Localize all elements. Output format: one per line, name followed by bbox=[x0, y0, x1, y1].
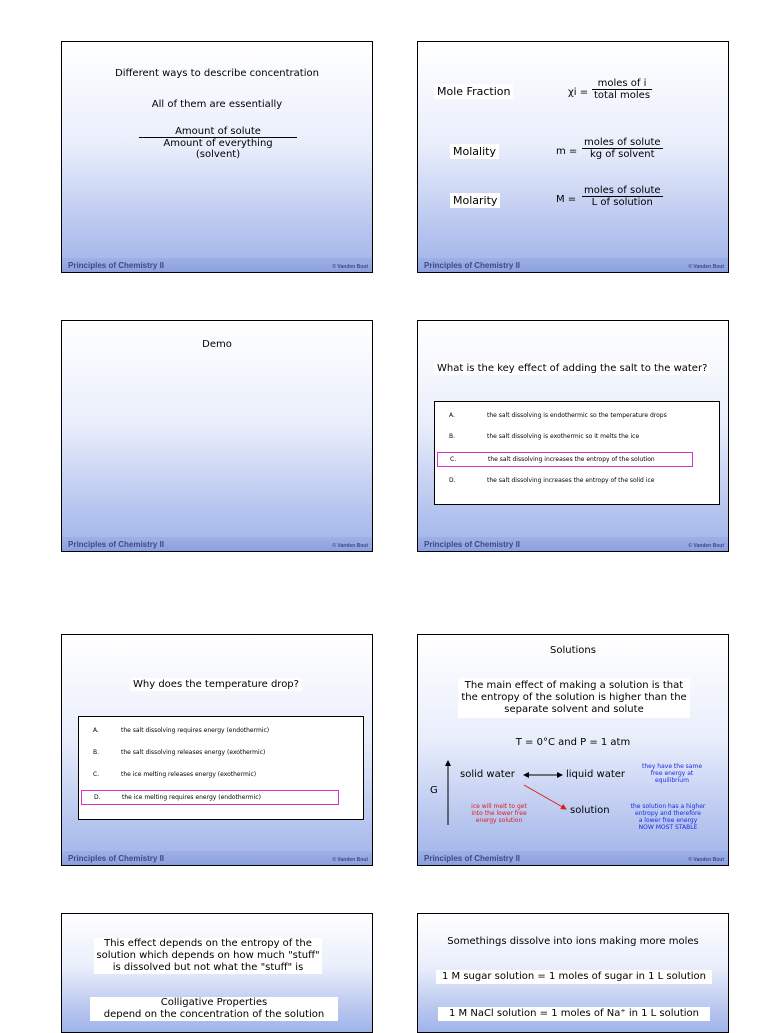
molarity-symbol: M = bbox=[556, 194, 577, 205]
mole-fraction-symbol: χi = bbox=[568, 87, 589, 98]
slide-footer bbox=[62, 537, 372, 551]
footer-course: Principles of Chemistry II bbox=[424, 540, 521, 549]
footer-credit: © Vanden Bout bbox=[332, 264, 368, 270]
option-text: the salt dissolving requires energy (endothermic) bbox=[121, 727, 270, 734]
footer-credit: © Vanden Bout bbox=[332, 543, 368, 549]
note-line: they have the same bbox=[641, 763, 703, 770]
option-text: the salt dissolving releases energy (exothermic) bbox=[121, 749, 266, 756]
ice-melt-note bbox=[462, 803, 536, 824]
molarity-label: Molarity bbox=[450, 193, 500, 208]
slide-concentration-units bbox=[417, 41, 729, 273]
note-line: a lower free energy bbox=[638, 817, 698, 824]
option-d-highlighted bbox=[81, 790, 339, 805]
entropy-dependence-box bbox=[94, 938, 322, 974]
mole-fraction-label: Mole Fraction bbox=[434, 84, 513, 99]
molality-numerator: moles of solute bbox=[584, 137, 661, 148]
footer-course: Principles of Chemistry II bbox=[68, 854, 165, 863]
option-text: the salt dissolving is endothermic so the temperature drops bbox=[487, 412, 667, 419]
answer-options-box bbox=[78, 716, 364, 820]
slide-footer bbox=[62, 258, 372, 272]
molarity-numerator: moles of solute bbox=[584, 185, 661, 196]
colligative-box bbox=[90, 997, 338, 1021]
slide-footer bbox=[418, 537, 728, 551]
fraction-denominator: Amount of everything (solvent) bbox=[139, 137, 297, 160]
footer-credit: © Vanden Bout bbox=[688, 264, 724, 270]
option-text: the salt dissolving increases the entropy of the solution bbox=[488, 456, 655, 463]
option-b bbox=[445, 430, 713, 443]
mole-fraction-fraction bbox=[592, 78, 652, 101]
nacl-line: 1 M NaCl solution = 1 moles of Na⁺ in 1 L solution bbox=[448, 1008, 700, 1019]
option-text: the salt dissolving increases the entropy of the solid ice bbox=[487, 477, 655, 484]
option-b bbox=[89, 746, 357, 759]
slide-footer bbox=[62, 851, 372, 865]
option-d bbox=[445, 474, 713, 487]
slide-ions bbox=[417, 913, 729, 1033]
free-energy-diagram bbox=[418, 635, 729, 866]
note-line: NOW MOST STABLE bbox=[638, 824, 698, 831]
statement-line: separate solvent and solute bbox=[504, 704, 644, 715]
option-text: the ice melting requires energy (endothermic) bbox=[122, 794, 261, 801]
solution-stable-note bbox=[618, 803, 718, 831]
slide-title: Different ways to describe concentration bbox=[115, 68, 319, 79]
footer-course: Principles of Chemistry II bbox=[424, 261, 521, 270]
option-letter: D. bbox=[94, 794, 101, 801]
note-line: free energy at bbox=[650, 770, 694, 777]
fraction-numerator: Amount of solute bbox=[175, 126, 261, 137]
question-text: What is the key effect of adding the salt to the water? bbox=[434, 362, 710, 375]
option-letter: C. bbox=[93, 771, 100, 778]
solid-water-label: solid water bbox=[460, 769, 515, 780]
statement-line: The main effect of making a solution is that bbox=[464, 680, 684, 691]
answer-options-box bbox=[434, 401, 720, 505]
footer-credit: © Vanden Bout bbox=[688, 857, 724, 863]
molality-label: Molality bbox=[450, 144, 499, 159]
note-line: entropy and therefore bbox=[635, 810, 701, 817]
slide-title: Solutions bbox=[550, 645, 596, 656]
text-line: Colligative Properties bbox=[160, 997, 268, 1008]
option-text: the salt dissolving is exothermic so it melts the ice bbox=[487, 433, 640, 440]
note-line: equilibrium bbox=[655, 777, 689, 784]
conditions-text: T = 0°C and P = 1 atm bbox=[515, 737, 631, 748]
slide-concentration bbox=[61, 41, 373, 273]
note-line: the solution has a higher bbox=[630, 803, 706, 810]
liquid-water-label: liquid water bbox=[566, 769, 626, 780]
slide-demo bbox=[61, 320, 373, 552]
text-line: This effect depends on the entropy of the bbox=[104, 938, 312, 949]
g-axis-label: G bbox=[430, 785, 438, 796]
molality-denominator: kg of solvent bbox=[582, 148, 663, 160]
question-text: Why does the temperature drop? bbox=[130, 678, 302, 691]
solution-label: solution bbox=[570, 805, 610, 816]
molarity-fraction bbox=[582, 185, 663, 208]
slide-solutions bbox=[417, 634, 729, 866]
option-letter: C. bbox=[450, 456, 457, 463]
molarity-denominator: L of solution bbox=[582, 196, 663, 208]
sugar-solution-box bbox=[436, 970, 712, 984]
option-text: the ice melting releases energy (exothermic) bbox=[121, 771, 257, 778]
text-line: is dissolved but not what the "stuff" is bbox=[112, 962, 304, 973]
option-letter: B. bbox=[449, 433, 456, 440]
slide-question-salt bbox=[417, 320, 729, 552]
slide-colligative bbox=[61, 913, 373, 1033]
slide-text: All of them are essentially bbox=[151, 99, 283, 110]
mole-fraction-denominator: total moles bbox=[594, 90, 651, 101]
note-line: ice will melt to get bbox=[471, 803, 527, 810]
molality-fraction bbox=[582, 137, 663, 160]
text-line: depend on the concentration of the solution bbox=[103, 1009, 325, 1020]
slide-footer bbox=[418, 258, 728, 272]
slide-question-temperature bbox=[61, 634, 373, 866]
footer-course: Principles of Chemistry II bbox=[68, 261, 165, 270]
footer-credit: © Vanden Bout bbox=[688, 543, 724, 549]
footer-credit: © Vanden Bout bbox=[332, 857, 368, 863]
statement-line: the entropy of the solution is higher than the bbox=[461, 692, 687, 703]
option-a bbox=[89, 724, 357, 737]
footer-course: Principles of Chemistry II bbox=[424, 854, 521, 863]
option-a bbox=[445, 409, 713, 422]
slide-title: Somethings dissolve into ions making more moles bbox=[447, 936, 699, 947]
nacl-solution-box bbox=[438, 1007, 710, 1021]
slide-footer bbox=[418, 851, 728, 865]
option-letter: D. bbox=[449, 477, 456, 484]
mole-fraction-numerator: moles of i bbox=[597, 78, 647, 89]
note-line: energy solution bbox=[475, 817, 523, 824]
option-letter: B. bbox=[93, 749, 100, 756]
equilibrium-note bbox=[630, 763, 714, 784]
slide-title: Demo bbox=[202, 339, 232, 350]
footer-course: Principles of Chemistry II bbox=[68, 540, 165, 549]
text-line: solution which depends on how much "stuff" bbox=[96, 950, 320, 961]
concentration-fraction bbox=[139, 126, 297, 160]
option-c bbox=[89, 768, 357, 781]
molality-symbol: m = bbox=[556, 146, 578, 157]
option-letter: A. bbox=[93, 727, 99, 734]
sugar-line: 1 M sugar solution = 1 moles of sugar in 1 L solution bbox=[441, 971, 707, 982]
option-c-highlighted bbox=[437, 452, 693, 467]
note-line: into the lower free bbox=[471, 810, 527, 817]
option-letter: A. bbox=[449, 412, 455, 419]
